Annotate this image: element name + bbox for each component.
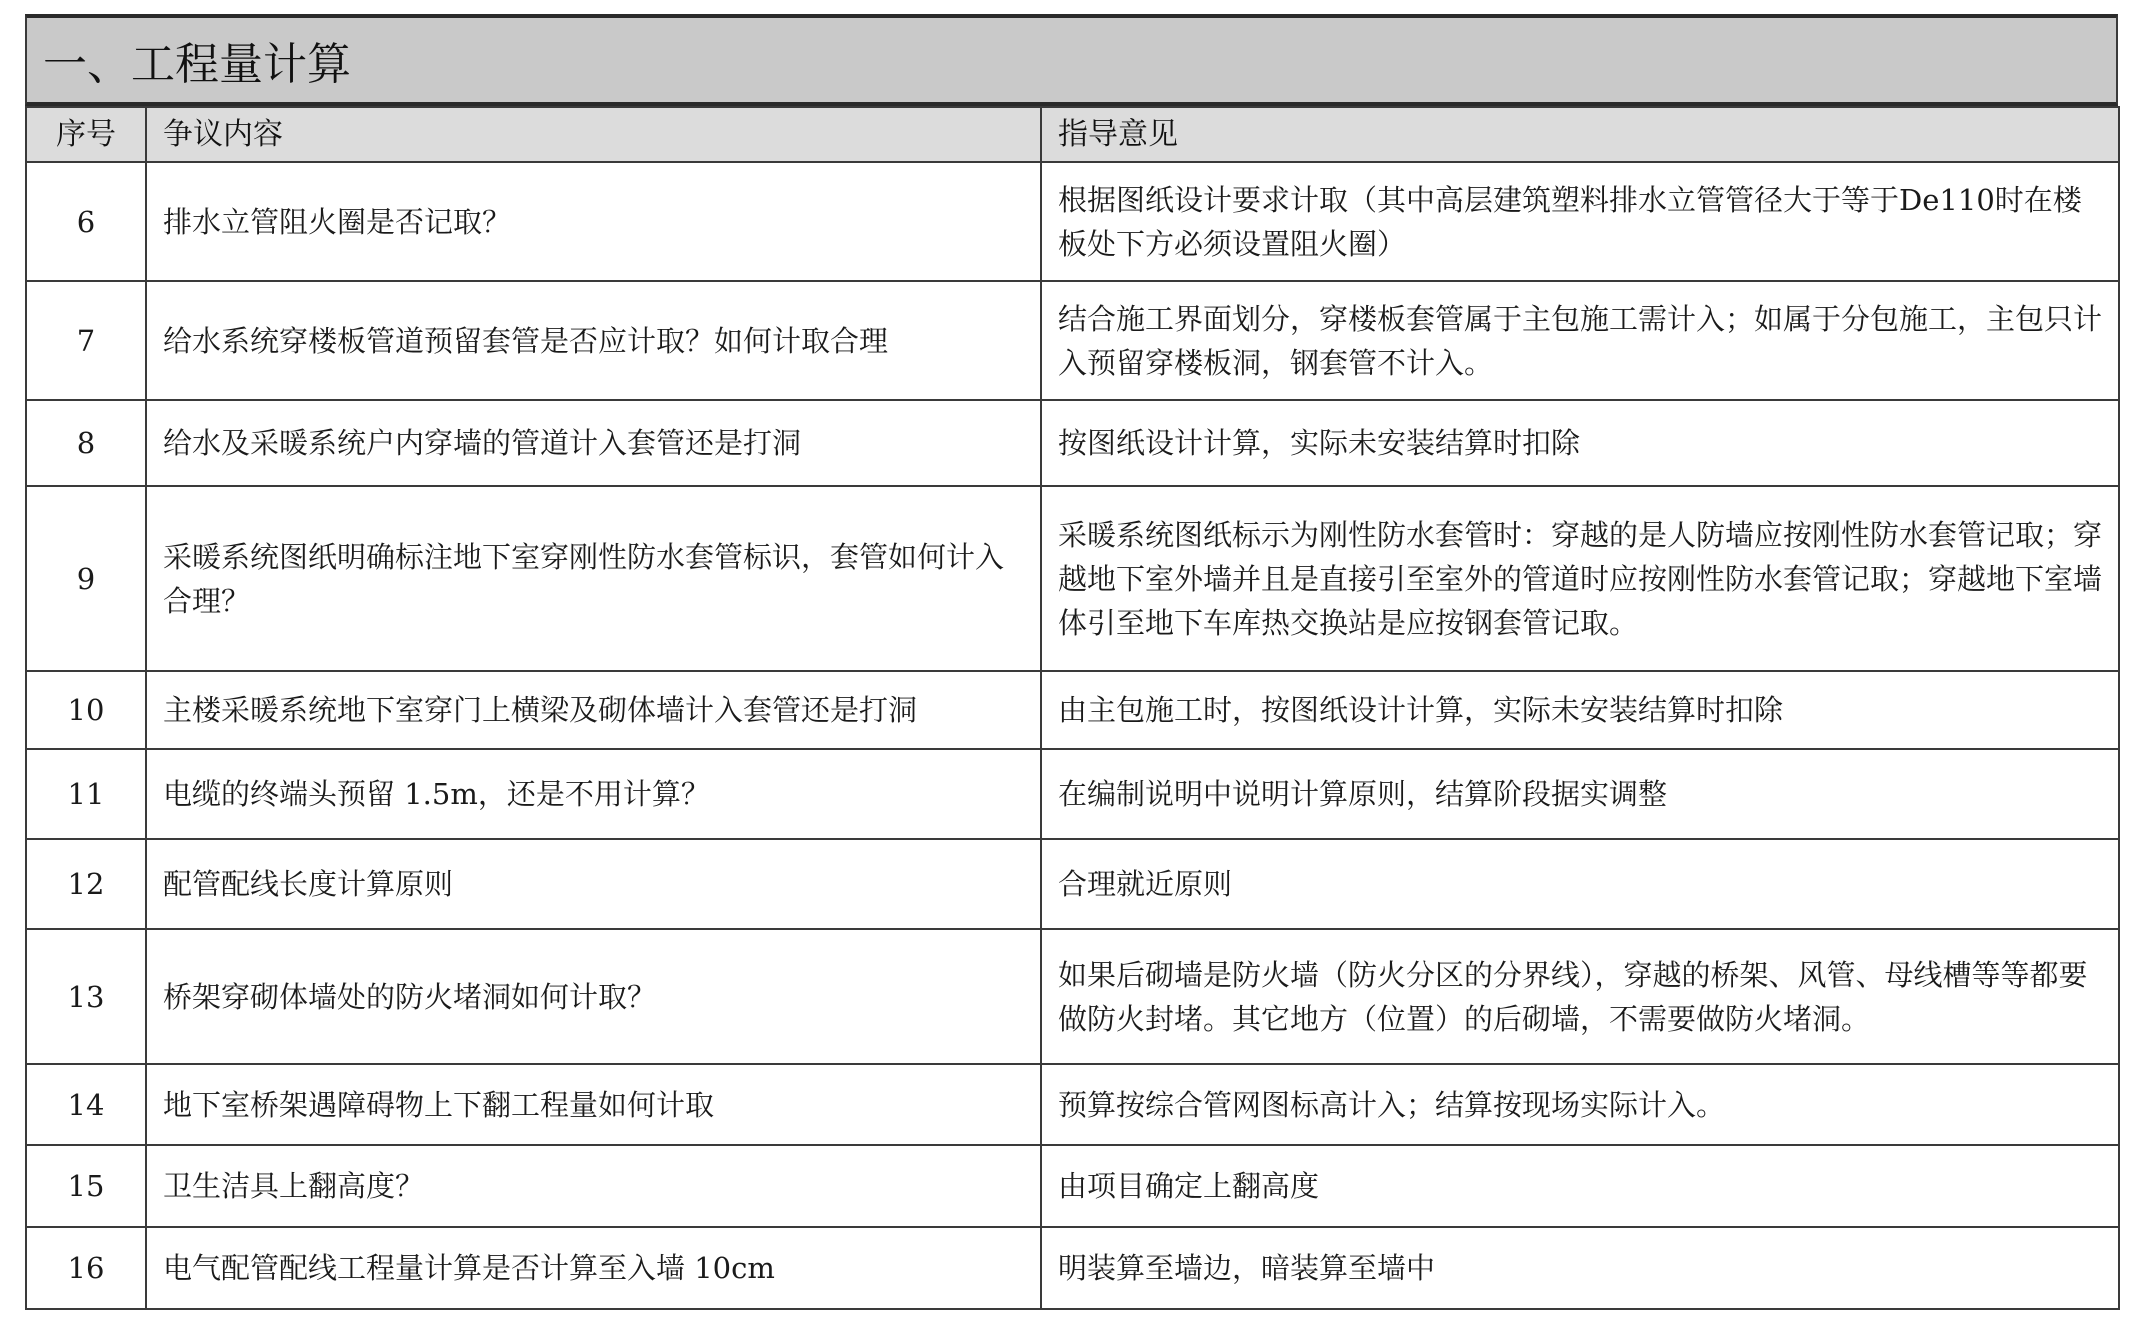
row-guidance: 预算按综合管网图标高计入；结算按现场实际计入。 (1041, 1064, 2119, 1145)
row-number: 13 (26, 929, 146, 1064)
row-number: 6 (26, 162, 146, 281)
row-guidance: 按图纸设计计算，实际未安装结算时扣除 (1041, 400, 2119, 486)
dispute-table (25, 106, 2120, 1310)
header-dispute-content: 争议内容 (146, 107, 1041, 162)
table-row (26, 486, 2119, 671)
document-sheet (25, 14, 2118, 1310)
row-issue: 地下室桥架遇障碍物上下翻工程量如何计取 (146, 1064, 1041, 1145)
row-issue: 排水立管阻火圈是否记取？ (146, 162, 1041, 281)
table-row (26, 281, 2119, 400)
table-row (26, 400, 2119, 486)
row-number: 8 (26, 400, 146, 486)
row-number: 14 (26, 1064, 146, 1145)
row-guidance: 合理就近原则 (1041, 839, 2119, 929)
row-issue: 卫生洁具上翻高度？ (146, 1145, 1041, 1227)
table-row (26, 1227, 2119, 1309)
row-number: 12 (26, 839, 146, 929)
table-row (26, 1064, 2119, 1145)
table-row (26, 839, 2119, 929)
table-row (26, 671, 2119, 749)
row-issue: 电气配管配线工程量计算是否计算至入墙 10cm (146, 1227, 1041, 1309)
row-guidance: 由项目确定上翻高度 (1041, 1145, 2119, 1227)
row-issue: 给水系统穿楼板管道预留套管是否应计取？如何计取合理 (146, 281, 1041, 400)
table-row (26, 1145, 2119, 1227)
row-issue: 电缆的终端头预留 1.5m，还是不用计算？ (146, 749, 1041, 839)
table-row (26, 929, 2119, 1064)
table-header-row (26, 107, 2119, 162)
header-serial-number: 序号 (26, 107, 146, 162)
row-guidance: 如果后砌墙是防火墙（防火分区的分界线），穿越的桥架、风管、母线槽等等都要做防火封堵。其它地方（位置）的后砌墙，不需要做防火堵洞。 (1041, 929, 2119, 1064)
row-number: 15 (26, 1145, 146, 1227)
row-guidance: 根据图纸设计要求计取（其中高层建筑塑料排水立管管径大于等于De110时在楼板处下方必须设置阻火圈） (1041, 162, 2119, 281)
header-guidance: 指导意见 (1041, 107, 2119, 162)
row-guidance: 在编制说明中说明计算原则，结算阶段据实调整 (1041, 749, 2119, 839)
row-guidance: 采暖系统图纸标示为刚性防水套管时：穿越的是人防墙应按刚性防水套管记取；穿越地下室外墙并且是直接引至室外的管道时应按刚性防水套管记取；穿越地下室墙体引至地下车库热交换站是应按钢套管记取。 (1041, 486, 2119, 671)
row-guidance: 明装算至墙边，暗装算至墙中 (1041, 1227, 2119, 1309)
row-number: 16 (26, 1227, 146, 1309)
table-row (26, 162, 2119, 281)
row-guidance: 由主包施工时，按图纸设计计算，实际未安装结算时扣除 (1041, 671, 2119, 749)
row-number: 7 (26, 281, 146, 400)
table-row (26, 749, 2119, 839)
row-issue: 采暖系统图纸明确标注地下室穿刚性防水套管标识，套管如何计入合理？ (146, 486, 1041, 671)
row-issue: 配管配线长度计算原则 (146, 839, 1041, 929)
row-issue: 主楼采暖系统地下室穿门上横梁及砌体墙计入套管还是打洞 (146, 671, 1041, 749)
row-issue: 桥架穿砌体墙处的防火堵洞如何计取？ (146, 929, 1041, 1064)
row-number: 9 (26, 486, 146, 671)
row-guidance: 结合施工界面划分，穿楼板套管属于主包施工需计入；如属于分包施工，主包只计入预留穿楼板洞，钢套管不计入。 (1041, 281, 2119, 400)
section-title: 一、工程量计算 (25, 14, 2118, 106)
row-number: 10 (26, 671, 146, 749)
row-number: 11 (26, 749, 146, 839)
row-issue: 给水及采暖系统户内穿墙的管道计入套管还是打洞 (146, 400, 1041, 486)
